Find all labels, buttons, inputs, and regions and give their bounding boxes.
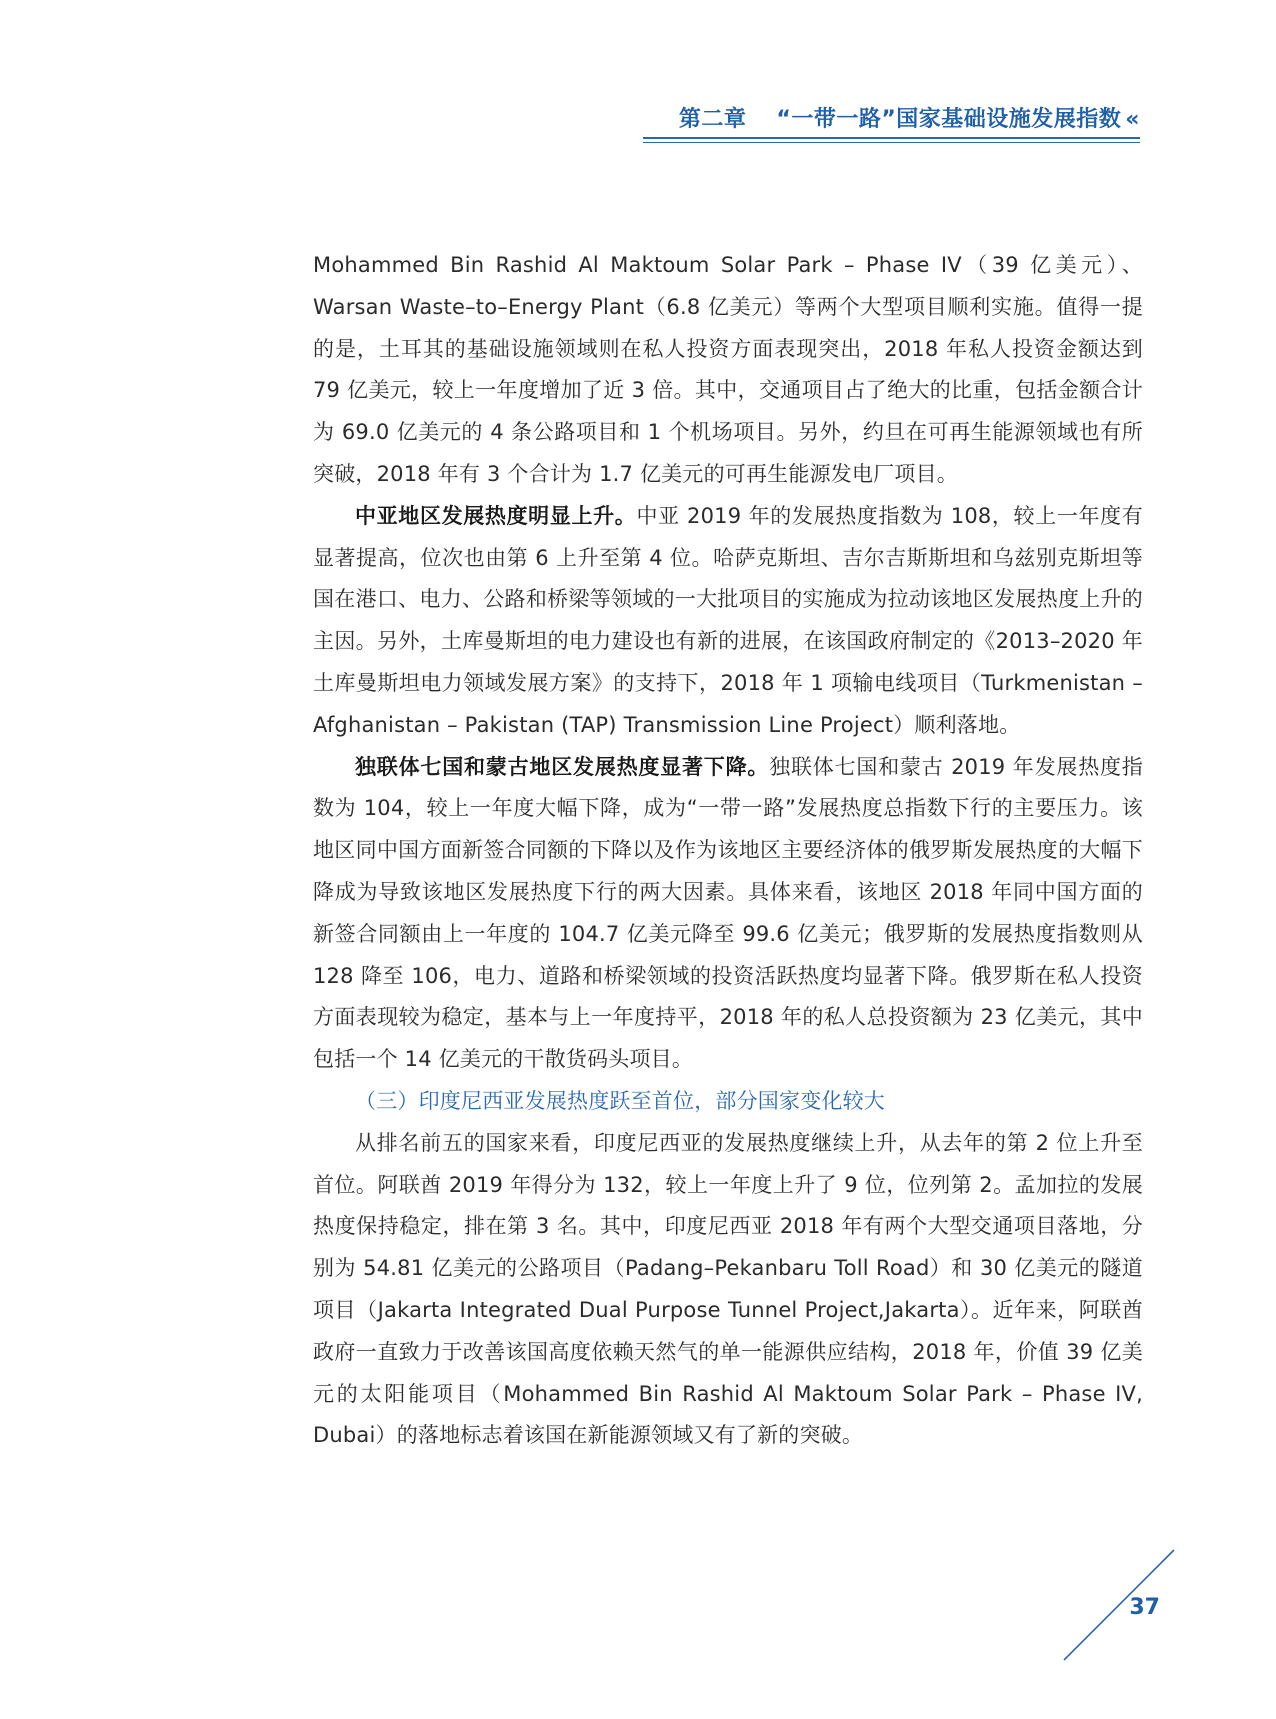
paragraph-1 [313,245,1143,496]
chapter-label: 第二章 [678,107,747,132]
paragraph-lead: 中亚地区发展热度明显上升。 [355,503,637,528]
chapter-title: “一带一路”国家基础设施发展指数 [776,107,1122,132]
section-heading: （三）印度尼西亚发展热度跃至首位，部分国家变化较大 [355,1088,885,1113]
header-rule [643,137,1140,139]
paragraph-lead: 独联体七国和蒙古地区发展热度显著下降。 [355,754,770,779]
paragraph-text: Mohammed Bin Rashid Al Maktoum Solar Park – Phase IV（39 亿美元）、Warsan Waste–to–Energy Plant（6.8 亿美元）等两个大型项目顺利实施。值得一提的是，土耳其的基础设施领域则在私人投资方面表现突出，2018 年私人投资金额达到 79 亿美元，较上一年度增加了近 3 倍。其中，交通项目占了绝大的比重，包括金额合计为 69.0 亿美元的 4 条公路项目和 1 个机场项目。另外，约旦在可再生能源领域也有所突破，2018 年有 3 个合计为 1.7 亿美元的可再生能源发电厂项目。 [313,253,1143,486]
paragraph-text: 从排名前五的国家来看，印度尼西亚的发展热度继续上升，从去年的第 2 位上升至首位。阿联酋 2019 年得分为 132，较上一年度上升了 9 位，位列第 2。孟加拉的发展热度保持稳定，排在第 3 名。其中，印度尼西亚 2018 年有两个大型交通项目落地，分别为 54.81 亿美元的公路项目（Padang–Pekanbaru Toll Road）和 30 亿美元的隧道项目（Jakarta Integrated Dual Purpose Tunnel Project,Jakarta）。近年来，阿联酋政府一直致力于改善该国高度依赖天然气的单一能源供应结构，2018 年，价值 39 亿美元的太阳能项目（Mohammed Bin Rashid Al Maktoum Solar Park – Phase IV, Dubai）的落地标志着该国在新能源领域又有了新的突破。 [313,1130,1143,1448]
paragraph-cis-mongolia [313,747,1143,1081]
paragraph-indonesia [313,1123,1143,1457]
chevron-left-icon: « [1125,107,1140,132]
running-header [640,102,1140,133]
body-text [313,245,1143,1457]
page-number: 37 [1129,1595,1160,1620]
paragraph-central-asia [313,496,1143,747]
header-rule-thin [643,142,1140,143]
paragraph-text: 独联体七国和蒙古 2019 年发展热度指数为 104，较上一年度大幅下降，成为“一带一路”发展热度总指数下行的主要压力。该地区同中国方面新签合同额的下降以及作为该地区主要经济体的俄罗斯发展热度的大幅下降成为导致该地区发展热度下行的两大因素。具体来看，该地区 2018 年同中国方面的新签合同额由上一年度的 104.7 亿美元降至 99.6 亿美元；俄罗斯的发展热度指数则从 128 降至 106，电力、道路和桥梁领域的投资活跃热度均显著下降。俄罗斯在私人投资方面表现较为稳定，基本与上一年度持平，2018 年的私人总投资额为 23 亿美元，其中包括一个 14 亿美元的干散货码头项目。 [313,754,1143,1072]
paragraph-text: 中亚 2019 年的发展热度指数为 108，较上一年度有显著提高，位次也由第 6 上升至第 4 位。哈萨克斯坦、吉尔吉斯斯坦和乌兹别克斯坦等国在港口、电力、公路和桥梁等领域的一大批项目的实施成为拉动该地区发展热度上升的主因。另外，土库曼斯坦的电力建设也有新的进展，在该国政府制定的《2013–2020 年土库曼斯坦电力领域发展方案》的支持下，2018 年 1 项输电线项目（Turkmenistan – Afghanistan – Pakistan (TAP) Transmission Line Project）顺利落地。 [313,503,1143,737]
